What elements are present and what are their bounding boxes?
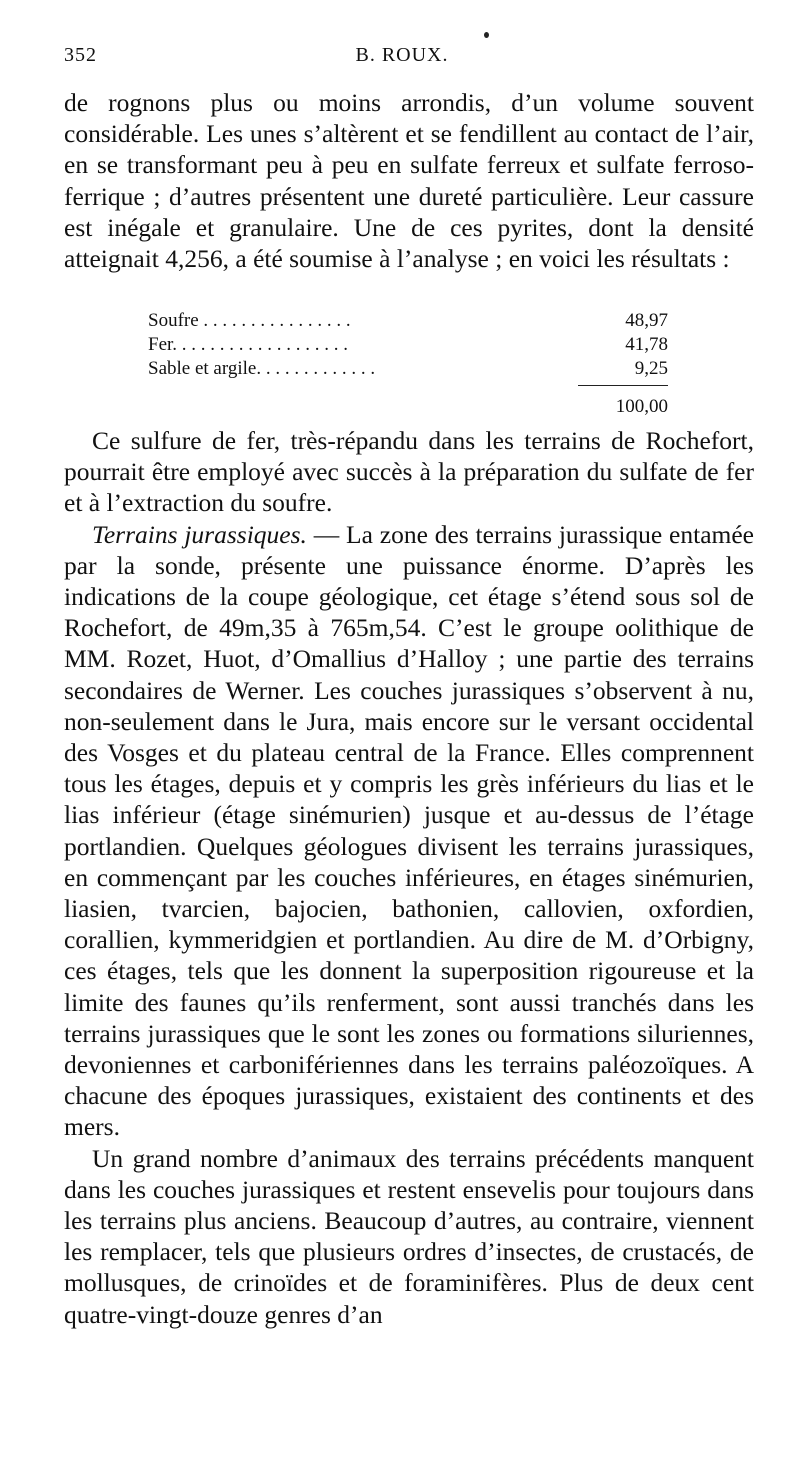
paragraph-body: — La zone des terrains jurassique entamée par la sonde, présente une puissance énorme. D’après les indications de la coupe géologique, cet étage s’étend sous sol de Rochefort, de 49m,35 à 765m,54. C’est le groupe oolithique de MM. Rozet, Huot, d’Omallius d’Halloy ; une partie des terrains secondaires de Werner. Les couches jurassiques s’observent à nu, non-seulement dans le Jura, mais encore sur le versant occidental des Vosges et du plateau central de la France. Elles comprennent tous les étages, depuis et y compris les grès inférieurs du lias et le lias inférieur (étage sinémurien) jusque et au-dessus de l’étage portlandien. Quelques géologues divisent les terrains jurassiques, en commençant par les couches inférieures, en étages sinémurien, liasien, tvarcien, bajocien, bathonien, callovien, oxfordien, corallien, kymmeridgien et portlandien. Au dire de M. d’Orbigny, ces étages, tels que les donnent la superposition rigoureuse et la limite des faunes qu’ils renferment, sont aussi tranchés dans les terrains jurassiques que le sont les zones ou formations siluriennes, devoniennes et carbonifériennes dans les terrains paléozoïques. A chacune des époques jurassiques, existaient des continents et des mers. <box>64 519 754 1142</box>
row-value: 9,25 <box>634 358 668 379</box>
row-label: Fer. . . . . . . . . . . . . . . . . . . <box>148 334 349 355</box>
analysis-table <box>148 309 668 417</box>
page-header <box>64 44 740 74</box>
table-row <box>148 333 668 357</box>
paragraph-jurassiques <box>64 519 754 1143</box>
section-heading: Terrains jurassiques. <box>92 519 307 549</box>
paragraph-animaux: Un grand nombre d’animaux des terrains précédents manquent dans les couches jurassiques et restent ensevelis pour toujours dans les terrains plus anciens. Beaucoup d’autres, au contraire, viennent les remplacer, tels que plusieurs ordres d’insectes, de crustacés, de mollusques, de crinoïdes et de foraminifères. Plus de deux cent quatre-vingt-douze genres d’an <box>64 1143 754 1329</box>
paragraph-pyrites: de rognons plus ou moins arrondis, d’un volume souvent considérable. Les unes s’altèrent et se fendillent au contact de l’air, en se transformant peu à peu en sulfate ferreux et sulfate ferroso-ferrique ; d’autres présentent une dureté particulière. Leur cassure est inégale et granulaire. Une de ces pyrites, dont la densité atteignait 4,256, a été soumise à l’analyse ; en voici les résultats : <box>64 88 754 274</box>
total-value: 100,00 <box>615 396 668 417</box>
row-label: Sable et argile. . . . . . . . . . . . . <box>148 358 376 379</box>
ink-dot <box>484 32 489 38</box>
table-row <box>148 309 668 333</box>
table-row <box>148 357 668 381</box>
row-value: 41,78 <box>625 334 668 355</box>
text-block-top <box>64 87 754 274</box>
row-value: 48,97 <box>625 310 668 331</box>
sum-rule <box>578 385 668 386</box>
paragraph-sulfure: Ce sulfure de fer, très-répandu dans les terrains de Rochefort, pourrait être employé avec succès à la préparation du sulfate de fer et à l’extraction du soufre. <box>64 426 754 518</box>
page-number: 352 <box>64 44 97 66</box>
running-head: B. ROUX. <box>355 44 449 66</box>
text-block-bottom <box>64 425 754 1330</box>
row-label: Soufre . . . . . . . . . . . . . . . . <box>148 310 351 331</box>
